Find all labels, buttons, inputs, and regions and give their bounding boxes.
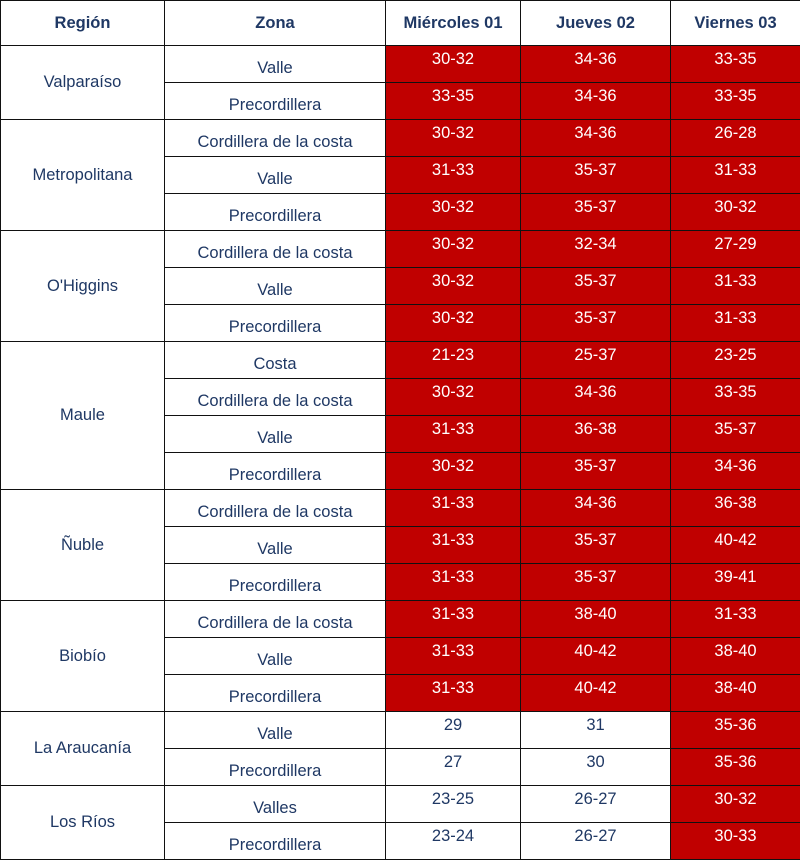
table-row: [1, 231, 800, 268]
temperature-cell-day-1: 21-23: [386, 342, 521, 379]
temperature-cell-day-2: 40-42: [521, 638, 671, 675]
region-cell: La Araucanía: [1, 712, 165, 786]
zone-cell: Precordillera: [165, 749, 386, 786]
zone-cell: Cordillera de la costa: [165, 231, 386, 268]
zone-cell: Precordillera: [165, 194, 386, 231]
zone-cell: Precordillera: [165, 675, 386, 712]
temperature-cell-day-3: 38-40: [671, 675, 800, 712]
temperature-cell-day-1: 23-25: [386, 786, 521, 823]
temperature-cell-day-2: 36-38: [521, 416, 671, 453]
table-row: [1, 46, 800, 83]
temperature-cell-day-1: 30-32: [386, 305, 521, 342]
temperature-cell-day-1: 31-33: [386, 527, 521, 564]
temperature-cell-day-3: 33-35: [671, 379, 800, 416]
temperature-cell-day-3: 35-37: [671, 416, 800, 453]
table-body: [1, 46, 800, 860]
temperature-cell-day-3: 30-32: [671, 786, 800, 823]
temperature-cell-day-1: 27: [386, 749, 521, 786]
region-cell: Ñuble: [1, 490, 165, 601]
zone-cell: Costa: [165, 342, 386, 379]
temperature-cell-day-3: 35-36: [671, 749, 800, 786]
temperature-cell-day-2: 35-37: [521, 564, 671, 601]
temperature-cell-day-1: 31-33: [386, 638, 521, 675]
temperature-cell-day-1: 30-32: [386, 268, 521, 305]
region-cell: O'Higgins: [1, 231, 165, 342]
temperature-cell-day-1: 23-24: [386, 823, 521, 860]
zone-cell: Cordillera de la costa: [165, 601, 386, 638]
temperature-cell-day-2: 34-36: [521, 46, 671, 83]
region-cell: Metropolitana: [1, 120, 165, 231]
temperature-cell-day-2: 26-27: [521, 786, 671, 823]
temperature-cell-day-1: 30-32: [386, 379, 521, 416]
header-day-2: Jueves 02: [521, 1, 671, 46]
temperature-cell-day-2: 31: [521, 712, 671, 749]
temperature-cell-day-1: 30-32: [386, 46, 521, 83]
zone-cell: Cordillera de la costa: [165, 379, 386, 416]
zone-cell: Valle: [165, 527, 386, 564]
temperature-cell-day-3: 31-33: [671, 268, 800, 305]
temperature-cell-day-3: 39-41: [671, 564, 800, 601]
temperature-cell-day-3: 30-33: [671, 823, 800, 860]
header-zone: Zona: [165, 1, 386, 46]
temperature-cell-day-3: 30-32: [671, 194, 800, 231]
temperature-cell-day-2: 35-37: [521, 194, 671, 231]
zone-cell: Precordillera: [165, 83, 386, 120]
temperature-cell-day-2: 35-37: [521, 305, 671, 342]
table-row: [1, 601, 800, 638]
temperature-cell-day-2: 34-36: [521, 120, 671, 157]
temperature-cell-day-2: 30: [521, 749, 671, 786]
temperature-cell-day-1: 31-33: [386, 675, 521, 712]
temperature-cell-day-1: 31-33: [386, 601, 521, 638]
temperature-cell-day-1: 29: [386, 712, 521, 749]
temperature-cell-day-3: 23-25: [671, 342, 800, 379]
zone-cell: Precordillera: [165, 305, 386, 342]
temperature-cell-day-3: 33-35: [671, 46, 800, 83]
temperature-cell-day-3: 35-36: [671, 712, 800, 749]
temperature-cell-day-3: 31-33: [671, 157, 800, 194]
region-cell: Biobío: [1, 601, 165, 712]
temperature-cell-day-2: 35-37: [521, 453, 671, 490]
zone-cell: Valle: [165, 268, 386, 305]
zone-cell: Precordillera: [165, 453, 386, 490]
temperature-cell-day-2: 34-36: [521, 379, 671, 416]
temperature-cell-day-1: 31-33: [386, 416, 521, 453]
zone-cell: Valle: [165, 638, 386, 675]
zone-cell: Cordillera de la costa: [165, 490, 386, 527]
zone-cell: Valle: [165, 416, 386, 453]
temperature-cell-day-3: 27-29: [671, 231, 800, 268]
region-cell: Los Ríos: [1, 786, 165, 860]
zone-cell: Valle: [165, 157, 386, 194]
temperature-cell-day-2: 40-42: [521, 675, 671, 712]
temperature-cell-day-1: 30-32: [386, 453, 521, 490]
temperature-cell-day-1: 31-33: [386, 157, 521, 194]
temperature-cell-day-2: 25-37: [521, 342, 671, 379]
temperature-cell-day-1: 30-32: [386, 120, 521, 157]
temperature-cell-day-2: 35-37: [521, 268, 671, 305]
header-region: Región: [1, 1, 165, 46]
temperature-cell-day-3: 33-35: [671, 83, 800, 120]
header-row: [1, 1, 800, 46]
header-day-3: Viernes 03: [671, 1, 800, 46]
temperature-cell-day-3: 36-38: [671, 490, 800, 527]
zone-cell: Cordillera de la costa: [165, 120, 386, 157]
zone-cell: Valle: [165, 46, 386, 83]
zone-cell: Valles: [165, 786, 386, 823]
temperature-cell-day-3: 31-33: [671, 305, 800, 342]
region-cell: Valparaíso: [1, 46, 165, 120]
table-header: [1, 1, 800, 46]
region-cell: Maule: [1, 342, 165, 490]
table-row: [1, 712, 800, 749]
temperature-cell-day-1: 30-32: [386, 231, 521, 268]
temperature-cell-day-3: 34-36: [671, 453, 800, 490]
temperature-cell-day-1: 33-35: [386, 83, 521, 120]
temperature-cell-day-2: 35-37: [521, 527, 671, 564]
table-row: [1, 120, 800, 157]
table-row: [1, 786, 800, 823]
temperature-cell-day-3: 40-42: [671, 527, 800, 564]
temperature-cell-day-2: 32-34: [521, 231, 671, 268]
temperature-cell-day-3: 26-28: [671, 120, 800, 157]
temperature-cell-day-2: 35-37: [521, 157, 671, 194]
header-day-1: Miércoles 01: [386, 1, 521, 46]
table-row: [1, 490, 800, 527]
zone-cell: Valle: [165, 712, 386, 749]
zone-cell: Precordillera: [165, 823, 386, 860]
temperature-cell-day-3: 31-33: [671, 601, 800, 638]
temperature-cell-day-2: 34-36: [521, 83, 671, 120]
temperature-cell-day-1: 31-33: [386, 490, 521, 527]
temperature-cell-day-2: 34-36: [521, 490, 671, 527]
zone-cell: Precordillera: [165, 564, 386, 601]
temperature-cell-day-2: 38-40: [521, 601, 671, 638]
table-row: [1, 342, 800, 379]
temperature-cell-day-1: 30-32: [386, 194, 521, 231]
temperature-cell-day-2: 26-27: [521, 823, 671, 860]
temperature-cell-day-3: 38-40: [671, 638, 800, 675]
temperature-cell-day-1: 31-33: [386, 564, 521, 601]
